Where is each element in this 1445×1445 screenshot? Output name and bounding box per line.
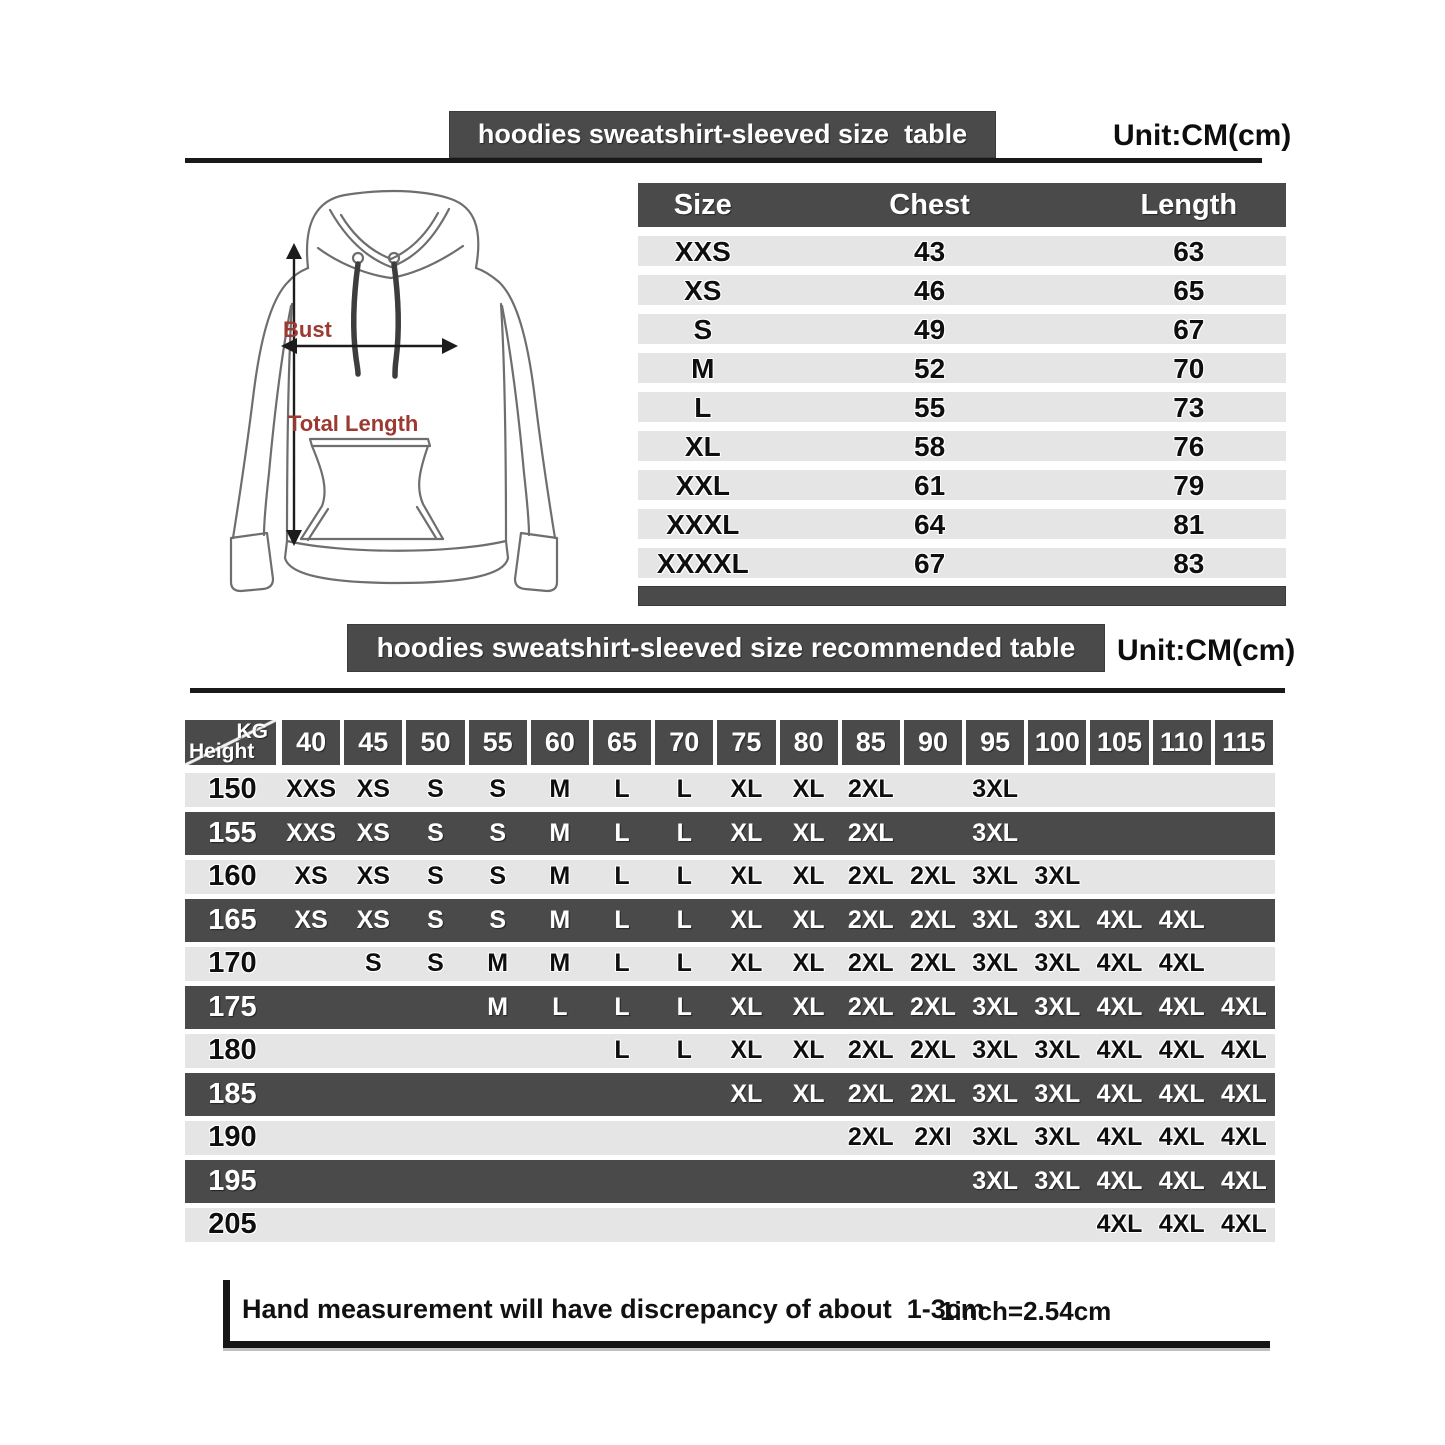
size-table-cell: 46	[914, 275, 946, 306]
column-header-chest: Chest	[889, 188, 970, 221]
matrix-size-cell: L	[614, 949, 630, 978]
size-table-cell: XXXL	[666, 509, 740, 540]
weight-header-cell: 90	[904, 720, 962, 765]
matrix-size-cell: 2XI	[914, 1123, 952, 1152]
matrix-size-cell: 4XL	[1220, 1079, 1267, 1108]
matrix-size-cell: S	[489, 818, 506, 847]
matrix-size-cell: L	[676, 1036, 692, 1065]
matrix-size-cell: S	[364, 949, 382, 978]
weight-header-cell: 75	[717, 720, 775, 765]
matrix-size-cell: 3XL	[1034, 949, 1081, 978]
matrix-size-cell: 3XL	[1034, 1123, 1081, 1152]
matrix-size-cell: 2XL	[847, 818, 894, 847]
matrix-size-cell: 2XL	[910, 949, 956, 978]
size-table-cell: XL	[684, 431, 721, 462]
matrix-size-cell: 4XL	[1096, 1210, 1143, 1239]
height-label: 205	[208, 1208, 257, 1241]
matrix-size-cell: L	[676, 818, 692, 847]
matrix-row	[185, 768, 1275, 812]
matrix-size-cell: XL	[792, 775, 825, 804]
matrix-size-cell: 3XL	[972, 949, 1019, 978]
size-table-cell: 79	[1173, 470, 1205, 501]
weight-header-cell: 60	[531, 720, 589, 765]
matrix-size-cell: XL	[730, 949, 763, 978]
matrix-row	[185, 1073, 1275, 1117]
right-shoulder	[476, 268, 499, 282]
matrix-size-cell: 2XL	[847, 862, 894, 891]
size-table-cell: 55	[914, 392, 946, 423]
recommended-table-title: hoodies sweatshirt-sleeved size recommended table	[376, 632, 1076, 663]
left-drawstring	[354, 264, 358, 374]
matrix-size-cell: S	[489, 905, 506, 934]
matrix-size-cell: S	[489, 775, 506, 804]
size-table-cell: 76	[1173, 431, 1205, 462]
matrix-size-cell: 4XL	[1096, 905, 1143, 934]
matrix-size-cell: L	[676, 862, 692, 891]
matrix-size-cell: 4XL	[1096, 1036, 1143, 1065]
left-sleeve-outer	[233, 281, 289, 538]
matrix-size-cell: 3XL	[972, 905, 1019, 934]
size-table-cell: XXL	[675, 470, 731, 501]
matrix-size-cell: XL	[730, 1036, 763, 1065]
matrix-size-cell: 4XL	[1096, 949, 1143, 978]
left-shoulder	[289, 268, 308, 281]
matrix-size-cell: M	[549, 905, 571, 934]
weight-header-cell: 65	[593, 720, 651, 765]
size-table-cell: 58	[914, 431, 946, 462]
column-header-length: Length	[1140, 188, 1238, 221]
matrix-body	[185, 768, 1275, 1247]
recommended-table-title-bar	[347, 624, 1105, 672]
pocket-top-band	[310, 439, 430, 446]
matrix-size-cell: XL	[730, 1079, 763, 1108]
weight-header-cell: 100	[1028, 720, 1086, 765]
matrix-size-cell: 4XL	[1158, 1166, 1205, 1195]
matrix-size-cell: 4XL	[1096, 1079, 1143, 1108]
total-length-arrow-top	[286, 243, 302, 259]
corner-height-label: Height	[189, 740, 255, 763]
pocket-right-side	[419, 446, 443, 539]
matrix-size-cell: XL	[792, 818, 825, 847]
size-table-cell: 61	[914, 470, 946, 501]
height-label: 175	[208, 990, 257, 1023]
matrix-size-cell: 2XL	[847, 1123, 894, 1152]
matrix-size-cell: M	[549, 775, 571, 804]
matrix-row	[185, 986, 1275, 1030]
matrix-size-cell: 3XL	[1034, 1166, 1081, 1195]
height-label: 180	[208, 1034, 257, 1067]
matrix-size-cell: 3XL	[972, 775, 1019, 804]
unit-label-top: Unit:CM(cm)	[1113, 119, 1292, 152]
right-drawstring	[394, 264, 398, 376]
weight-header-cell: 95	[966, 720, 1024, 765]
torso-right-edge	[501, 304, 506, 541]
matrix-size-cell: 3XL	[972, 862, 1019, 891]
size-table-cell: 83	[1173, 548, 1205, 579]
size-table-row	[638, 431, 1286, 461]
divider-top	[185, 158, 1262, 163]
matrix-size-cell: 2XL	[847, 775, 894, 804]
hem-band	[285, 541, 508, 583]
matrix-size-cell: 2XL	[847, 1036, 894, 1065]
matrix-size-cell: L	[552, 992, 568, 1021]
hood-inner-fold	[341, 213, 438, 259]
height-label: 195	[208, 1164, 257, 1197]
matrix-size-cell: XL	[792, 905, 825, 934]
height-label: 170	[208, 947, 257, 980]
total-length-label: Total Length	[288, 411, 419, 436]
matrix-size-cell: L	[614, 818, 630, 847]
bust-label: Bust	[283, 317, 332, 342]
size-table-cell: 67	[914, 548, 946, 579]
matrix-size-cell: 3XL	[972, 1166, 1019, 1195]
size-table-cell: 81	[1173, 509, 1205, 540]
matrix-size-cell: XL	[730, 775, 763, 804]
matrix-size-cell: 3XL	[1034, 1036, 1081, 1065]
size-table-cell: 73	[1173, 392, 1205, 423]
size-table-cell: XS	[684, 275, 722, 306]
matrix-size-cell: XL	[792, 1079, 825, 1108]
size-table-body	[638, 236, 1286, 578]
matrix-size-cell: XL	[730, 905, 763, 934]
matrix-size-cell: 4XL	[1220, 992, 1267, 1021]
matrix-size-cell: 4XL	[1158, 1210, 1205, 1239]
matrix-size-cell: M	[487, 949, 509, 978]
matrix-size-cell: 4XL	[1220, 1036, 1267, 1065]
weight-header-cell: 55	[469, 720, 527, 765]
size-table-row	[638, 236, 1286, 266]
weight-header-cell: 115	[1215, 720, 1273, 765]
matrix-size-cell: 4XL	[1158, 1036, 1205, 1065]
unit-label-bottom: Unit:CM(cm)	[1117, 634, 1296, 667]
matrix-size-cell: L	[614, 992, 630, 1021]
size-table-cell: XXS	[674, 236, 731, 267]
left-cuff	[231, 533, 273, 591]
matrix-size-cell: 2XL	[910, 862, 956, 891]
matrix-size-cell: 4XL	[1158, 1123, 1205, 1152]
matrix-size-cell: XL	[792, 992, 825, 1021]
matrix-size-cell: M	[487, 992, 509, 1021]
matrix-size-cell: L	[676, 992, 692, 1021]
size-table-cell: 49	[914, 314, 946, 345]
matrix-row	[185, 1029, 1275, 1073]
matrix-size-cell: 3XL	[1034, 992, 1081, 1021]
matrix-size-cell: 4XL	[1158, 1079, 1205, 1108]
weight-header-cell: 85	[842, 720, 900, 765]
matrix-row	[185, 1203, 1275, 1247]
size-table-cell: 63	[1173, 236, 1205, 267]
matrix-size-cell: 4XL	[1096, 992, 1143, 1021]
matrix-size-cell: L	[676, 905, 692, 934]
matrix-size-cell: XS	[356, 905, 390, 934]
matrix-size-cell: 3XL	[1034, 905, 1081, 934]
size-table-row	[638, 275, 1286, 305]
matrix-size-cell: 2XL	[847, 949, 894, 978]
weight-header-cell: 45	[344, 720, 402, 765]
matrix-size-cell: 4XL	[1096, 1123, 1143, 1152]
matrix-size-cell: S	[489, 862, 506, 891]
height-label: 185	[208, 1077, 257, 1110]
column-header-size: Size	[673, 188, 732, 221]
matrix-size-cell: 2XL	[847, 992, 894, 1021]
matrix-size-cell: L	[614, 775, 630, 804]
matrix-size-cell: 3XL	[972, 1079, 1019, 1108]
matrix-size-cell: L	[614, 862, 630, 891]
size-table-row	[638, 392, 1286, 422]
matrix-size-cell: 4XL	[1158, 992, 1205, 1021]
matrix-size-cell: XL	[730, 862, 763, 891]
size-table-row	[638, 314, 1286, 344]
matrix-size-cell: S	[427, 775, 444, 804]
matrix-size-cell: XL	[730, 992, 763, 1021]
height-label: 155	[208, 816, 257, 849]
pocket-left-side	[301, 446, 325, 539]
weight-header-cell: 50	[406, 720, 464, 765]
matrix-size-cell: 3XL	[972, 1123, 1019, 1152]
matrix-row	[185, 1160, 1275, 1204]
matrix-size-cell: 3XL	[1034, 1079, 1081, 1108]
matrix-size-cell: 3XL	[1034, 862, 1081, 891]
matrix-size-cell: XS	[356, 862, 390, 891]
matrix-size-cell: XL	[792, 862, 825, 891]
size-table-cell: L	[694, 392, 712, 423]
weight-header-cell: 40	[282, 720, 340, 765]
size-table-row	[638, 470, 1286, 500]
hoodie-measurement-diagram	[175, 188, 615, 618]
weight-header-cell: 70	[655, 720, 713, 765]
footnote-left-border	[223, 1280, 230, 1348]
matrix-size-cell: XL	[730, 818, 763, 847]
size-table-row	[638, 353, 1286, 383]
size-table-cell: 67	[1173, 314, 1205, 345]
matrix-size-cell: M	[549, 949, 571, 978]
size-table-footer-bar	[638, 586, 1286, 606]
size-table-row	[638, 548, 1286, 578]
matrix-size-cell: L	[676, 949, 692, 978]
matrix-size-cell: 2XL	[847, 905, 894, 934]
matrix-size-cell: 4XL	[1158, 949, 1205, 978]
size-table-title-bar	[449, 111, 996, 158]
matrix-size-cell: 4XL	[1158, 905, 1205, 934]
matrix-size-cell: XXS	[286, 775, 337, 804]
matrix-size-cell: XS	[294, 905, 328, 934]
matrix-size-cell: 4XL	[1220, 1123, 1267, 1152]
matrix-size-cell: 3XL	[972, 1036, 1019, 1065]
matrix-size-cell: 3XL	[972, 818, 1019, 847]
matrix-size-cell: 2XL	[910, 905, 956, 934]
weight-header-cell: 110	[1153, 720, 1211, 765]
matrix-size-cell: 2XL	[910, 992, 956, 1021]
size-table-cell: XXXXL	[656, 548, 749, 579]
matrix-row	[185, 1116, 1275, 1160]
size-table-cell: 70	[1173, 353, 1205, 384]
right-cuff	[515, 533, 557, 591]
size-table-cell: 43	[914, 236, 946, 267]
matrix-size-cell: XL	[792, 1036, 825, 1065]
matrix-row	[185, 942, 1275, 986]
matrix-size-cell: XS	[356, 818, 390, 847]
matrix-size-cell: S	[427, 905, 444, 934]
matrix-size-cell: S	[427, 862, 444, 891]
matrix-size-cell: 4XL	[1096, 1166, 1143, 1195]
weight-header-cell: 80	[780, 720, 838, 765]
height-label: 190	[208, 1121, 257, 1154]
size-table-cell: 52	[914, 353, 946, 384]
matrix-header-row	[185, 720, 1275, 765]
matrix-size-cell: S	[427, 818, 444, 847]
matrix-size-cell: M	[549, 818, 571, 847]
height-label: 150	[208, 773, 257, 806]
footnote-text: Hand measurement will have discrepancy of about 1-3cm	[242, 1294, 985, 1324]
size-table-cell: 65	[1173, 275, 1205, 306]
matrix-size-cell: S	[427, 949, 444, 978]
matrix-size-cell: XS	[294, 862, 328, 891]
height-label: 160	[208, 860, 257, 893]
matrix-size-cell: 3XL	[972, 992, 1019, 1021]
matrix-size-cell: XS	[356, 775, 390, 804]
footnote-bottom-border	[223, 1341, 1270, 1348]
matrix-size-cell: L	[614, 1036, 630, 1065]
matrix-size-cell: XL	[792, 949, 825, 978]
matrix-size-cell: M	[549, 862, 571, 891]
size-table	[638, 183, 1286, 606]
matrix-size-cell: L	[614, 905, 630, 934]
size-table-title: hoodies sweatshirt-sleeved size table	[477, 119, 968, 149]
matrix-row	[185, 899, 1275, 943]
corner-kg-label: KG	[236, 720, 268, 743]
matrix-size-cell: 4XL	[1220, 1210, 1267, 1239]
matrix-corner-cell	[185, 720, 276, 765]
matrix-row	[185, 812, 1275, 856]
size-table-cell: S	[693, 314, 713, 345]
bust-arrow-right	[442, 338, 458, 354]
size-table-row	[638, 509, 1286, 539]
height-label: 165	[208, 903, 257, 936]
matrix-size-cell: 2XL	[910, 1079, 956, 1108]
size-table-header	[638, 183, 1286, 227]
matrix-size-cell: XXS	[286, 818, 337, 847]
weight-header-cell: 105	[1090, 720, 1148, 765]
matrix-row	[185, 855, 1275, 899]
size-table-cell: 64	[914, 509, 946, 540]
matrix-size-cell: 2XL	[910, 1036, 956, 1065]
inch-conversion-text: 1inch=2.54cm	[940, 1296, 1112, 1326]
matrix-size-cell: 2XL	[847, 1079, 894, 1108]
matrix-size-cell: L	[676, 775, 692, 804]
recommended-size-matrix	[185, 720, 1275, 1247]
size-table-cell: M	[691, 353, 715, 384]
divider-bottom	[190, 688, 1285, 693]
matrix-size-cell: 4XL	[1220, 1166, 1267, 1195]
